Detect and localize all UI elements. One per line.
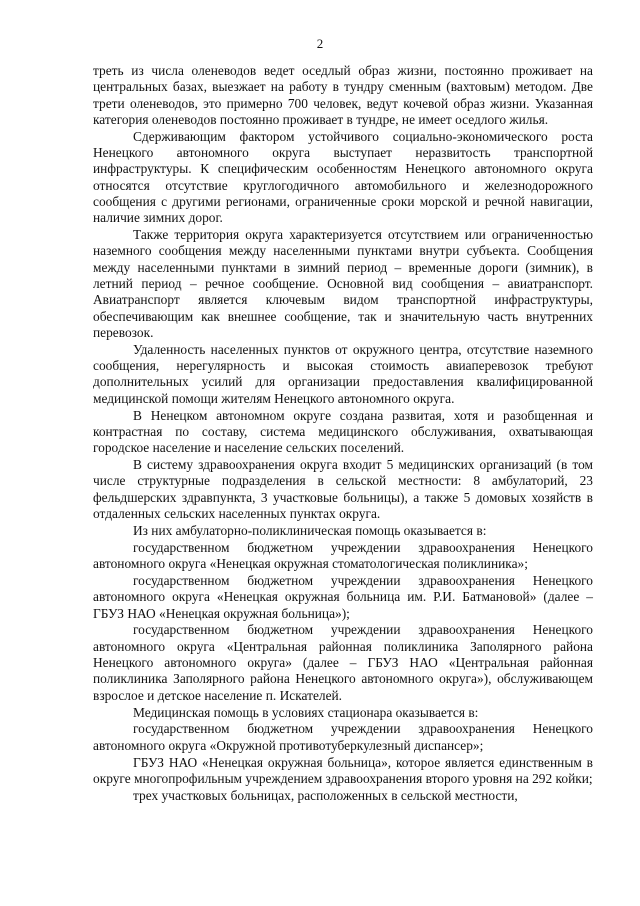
paragraph-inpatient-intro: Медицинская помощь в условиях стационара оказывается в: <box>133 704 479 720</box>
paragraph-remoteness: Удаленность населенных пунктов от окружного центра, отсутствие наземного сообщения, нерегулярность и высокая стоимость авиаперевозок требуют дополнительных усилий для организации предоставления квалифицированной медицинской помощи жителям Ненецкого автономного округа. <box>93 341 593 406</box>
list-item-tuberculosis-dispensary: государственном бюджетном учреждении здравоохранения Ненецкого автономного округа «Окружной противотуберкулезный диспансер»; <box>93 721 593 753</box>
page-number: 2 <box>316 36 324 51</box>
paragraph-transport-infrastructure: Сдерживающим фактором устойчивого социально-экономического роста Ненецкого автономного округа выступает неразвитость транспортной инфраструктуры. К специфическим особенностям Ненецкого автономного округа относятся отсутствие круглогодичного автомобильного и железнодорожного сообщения с другими регионами, ограниченные сроки морской и речной навигации, наличие зимних дорог. <box>93 128 593 226</box>
paragraph-outpatient-intro: Из них амбулаторно-поликлиническая помощь оказывается в: <box>133 522 487 538</box>
list-item-multiprofile-hospital: ГБУЗ НАО «Ненецкая окружная больница», которое является единственным в округе многопрофильным учреждением здравоохранения второго уровня на 292 койки; <box>93 754 593 786</box>
paragraph-reindeer-herders: треть из числа оленеводов ведет оседлый образ жизни, постоянно проживает на центральных базах, выезжает на работу в тундру сменным (вахтовым) методом. Две трети оленеводов, это примерно 700 человек, ведут кочевой образ жизни. Указанная категория оленеводов постоянно проживает в тундре, не имеет оседлого жилья. <box>93 63 593 127</box>
paragraph-healthcare-organizations: В систему здравоохранения округа входит 5 медицинских организаций (в том числе структурные подразделения в сельской местности: 8 амбулаторий, 23 фельдшерских здравпункта, 3 участковые больницы), а также 5 домовых хозяйств в отдаленных сельских населенных пунктах округа. <box>93 457 593 521</box>
list-item-dental-clinic: государственном бюджетном учреждении здравоохранения Ненецкого автономного округа «Ненецкая окружная стоматологическая поликлиника»; <box>93 539 593 572</box>
document-body <box>93 63 593 805</box>
paragraph-medical-system: В Ненецком автономном округе создана развитая, хотя и разобщенная и контрастная по составу, система медицинского обслуживания, охватывающая городское население и население сельских поселений. <box>93 407 593 456</box>
list-item-district-hospital: государственном бюджетном учреждении здравоохранения Ненецкого автономного округа «Ненецкая окружная больница им. Р.И. Батмановой» (далее – ГБУЗ НАО «Ненецкая окружная больница»); <box>93 572 593 621</box>
list-item-central-polyclinic: государственном бюджетном учреждении здравоохранения Ненецкого автономного округа «Центральная районная поликлиника Заполярного района Ненецкого автономного округа» (далее – ГБУЗ НАО «Центральная районная поликлиника Заполярного района Ненецкого автономного округа»), обслуживающем взрослое и детское население п. Искателей. <box>93 622 593 703</box>
list-item-rural-hospitals: трех участковых больницах, расположенных в сельской местности, <box>133 787 518 803</box>
paragraph-internal-connections: Также территория округа характеризуется отсутствием или ограниченностью наземного сообщения между населенными пунктами внутри субъекта. Сообщения между населенными пунктами в зимний период – временные дороги (зимник), в летний период – речное сообщение. Основной вид сообщения – авиатранспорт. Авиатранспорт является ключевым видом транспортной инфраструктуры, обеспечивающим как внешнее сообщение, так и значительную часть внутренних перевозок. <box>93 227 593 340</box>
